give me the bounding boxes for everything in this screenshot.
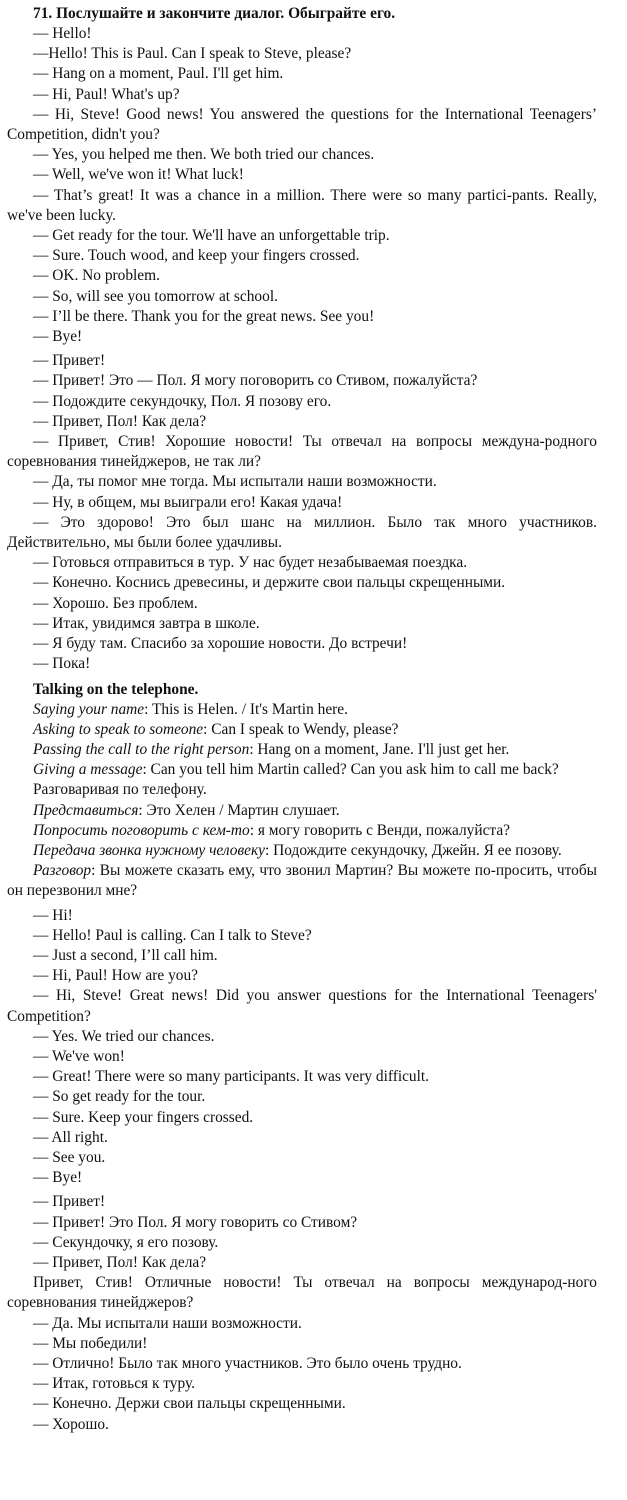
dialog-line: — So, will see you tomorrow at school.: [33, 287, 278, 305]
dialog-line: — Подождите секундочку, Пол. Я позову его.: [33, 392, 332, 410]
dialog-line: — Well, we've won it! What luck!: [33, 166, 244, 184]
dialog-line: — Хорошо. Без проблем.: [33, 594, 198, 612]
exercise-title: 71. Послушайте и закончите диалог. Обыграйте его.: [33, 5, 396, 22]
phrase-text: : Подождите секундочку, Джейн. Я ее позову.: [265, 841, 562, 859]
dialog-line: — Привет, Стив! Хорошие новости! Ты отвечал на вопросы междуна-родного соревнования тинейджеров, не так ли?: [7, 433, 597, 471]
dialog-line: — That’s great! It was a chance in a million. There were so many partici-pants. Really, we've been lucky.: [7, 186, 597, 224]
phrase-text: : Hang on a moment, Jane. I'll just get her.: [249, 740, 510, 758]
dialog-line: — We've won!: [33, 1047, 125, 1065]
phrase-item: [7, 700, 597, 720]
phrase-text: : This is Helen. / It's Martin here.: [144, 700, 348, 718]
phrase-text: : Can I speak to Wendy, please?: [203, 720, 399, 738]
dialog-line: — Мы победили!: [33, 1334, 148, 1352]
dialog-line: — Just a second, I’ll call him.: [33, 946, 218, 964]
dialog-line: — Отлично! Было так много участников. Это было очень трудно.: [33, 1355, 462, 1372]
dialog-line: — Bye!: [33, 1169, 83, 1187]
dialog-line: — Я буду там. Спасибо за хорошие новости. До встречи!: [33, 635, 408, 653]
phrases-ru-heading: Разговаривая по телефону.: [33, 781, 207, 799]
dialog-line: — Hang on a moment, Paul. I'll get him.: [33, 65, 284, 83]
dialog-line: — Привет!: [33, 352, 106, 370]
phrase-label: Попросить поговорить с кем-то: [33, 821, 250, 839]
phrase-label: Представиться: [33, 801, 139, 819]
dialog-line: — Sure. Keep your fingers crossed.: [33, 1108, 254, 1126]
dialog-line: — Итак, увидимся завтра в школе.: [33, 614, 260, 632]
phrases-english: [7, 700, 597, 781]
dialog-english: [7, 24, 597, 347]
dialog-line: — So get ready for the tour.: [33, 1088, 206, 1106]
dialog-line: — Yes, you helped me then. We both tried our chances.: [33, 146, 375, 164]
dialog-line: — Хорошо.: [33, 1415, 109, 1433]
dialog-line: — Bye!: [33, 328, 83, 346]
dialog-line: — Итак, готовься к туру.: [33, 1375, 195, 1393]
phrase-label: Разговор: [33, 862, 92, 880]
phone-heading: Talking on the telephone.: [33, 680, 199, 698]
phrase-label: Passing the call to the right person: [33, 740, 250, 758]
dialog-line: — Sure. Touch wood, and keep your fingers crossed.: [33, 247, 360, 265]
dialog2-russian: [7, 1192, 597, 1434]
phrase-item: [7, 861, 597, 901]
dialog-line: — Привет, Пол! Как дела?: [33, 1253, 207, 1271]
dialog-line: — Great! There were so many participants. It was very difficult.: [33, 1068, 430, 1086]
phrase-label: Saying your name: [33, 700, 145, 718]
phrase-text: : Вы можете сказать ему, что звонил Мартин? Вы можете по-просить, чтобы он перезвонил мне?: [7, 862, 597, 900]
dialog-line: — Yes. We tried our chances.: [33, 1027, 215, 1045]
dialog-line: — Hello!: [33, 25, 92, 42]
dialog-line: — All right.: [33, 1128, 108, 1146]
phrase-text: : Это Хелен / Мартин слушает.: [138, 801, 340, 819]
dialog-line: — OK. No problem.: [33, 267, 160, 285]
dialog-line: Привет, Стив! Отличные новости! Ты отвечал на вопросы международ-ного соревнования тинейджеров?: [7, 1274, 597, 1312]
phrase-item: [7, 821, 597, 841]
dialog-line: — I’ll be there. Thank you for the great news. See you!: [33, 307, 375, 325]
dialog-line: — Да, ты помог мне тогда. Мы испытали наши возможности.: [33, 473, 437, 491]
dialog-line: — Секундочку, я его позову.: [33, 1233, 219, 1251]
phrase-item: [7, 801, 597, 821]
dialog-line: — Hi, Paul! How are you?: [33, 967, 198, 985]
dialog-line: — Привет, Пол! Как дела?: [33, 412, 207, 430]
phrase-item: [7, 740, 597, 760]
dialog-line: — Конечно. Коснись древесины, и держите свои пальцы скрещенными.: [33, 574, 506, 592]
dialog-line: — Ну, в общем, мы выиграли его! Какая удача!: [33, 493, 343, 511]
dialog-line: — Hi, Paul! What's up?: [33, 85, 180, 103]
dialog-line: — Привет! Это Пол. Я могу говорить со Стивом?: [33, 1213, 358, 1231]
dialog-line: — Hello! Paul is calling. Can I talk to Steve?: [33, 926, 312, 944]
dialog2-english: [7, 906, 597, 1189]
phrase-label: Giving a message: [33, 761, 143, 779]
phrase-item: [7, 841, 597, 861]
dialog-line: — Готовься отправиться в тур. У нас будет незабываемая поездка.: [33, 554, 468, 572]
dialog-line: — Привет! Это — Пол. Я могу поговорить со Стивом, пожалуйста?: [33, 372, 478, 390]
phrase-label: Asking to speak to someone: [33, 720, 204, 738]
dialog-line: — Hi, Steve! Great news! Did you answer questions for the International Teenagers' Competition?: [7, 987, 597, 1025]
phrase-text: : Can you tell him Martin called? Can you ask him to call me back?: [142, 761, 559, 779]
dialog-line: — Конечно. Держи свои пальцы скрещенными.: [33, 1395, 346, 1413]
dialog-line: — See you.: [33, 1148, 106, 1166]
dialog-line: — Это здорово! Это был шанс на миллион. Было так много участников. Действительно, мы были более удачливы.: [7, 513, 597, 552]
dialog-line: — Hi, Steve! Good news! You answered the questions for the International Teenagers’ Competition, didn't you?: [7, 105, 597, 144]
phrase-text: : я могу говорить с Венди, пожалуйста?: [249, 821, 511, 839]
dialog-line: — Пока!: [33, 655, 91, 673]
dialog-russian: [7, 351, 597, 674]
phrase-item: [7, 760, 597, 780]
dialog-line: — Да. Мы испытали наши возможности.: [33, 1314, 302, 1332]
phrases-russian: [7, 780, 597, 901]
dialog-line: — Hi!: [33, 906, 73, 924]
dialog-line: —Hello! This is Paul. Can I speak to Steve, please?: [33, 45, 352, 63]
dialog-line: — Привет!: [33, 1193, 106, 1211]
phrase-label: Передача звонка нужному человеку: [33, 841, 265, 859]
phrase-item: [7, 720, 597, 740]
dialog-line: — Get ready for the tour. We'll have an unforgettable trip.: [33, 227, 390, 245]
